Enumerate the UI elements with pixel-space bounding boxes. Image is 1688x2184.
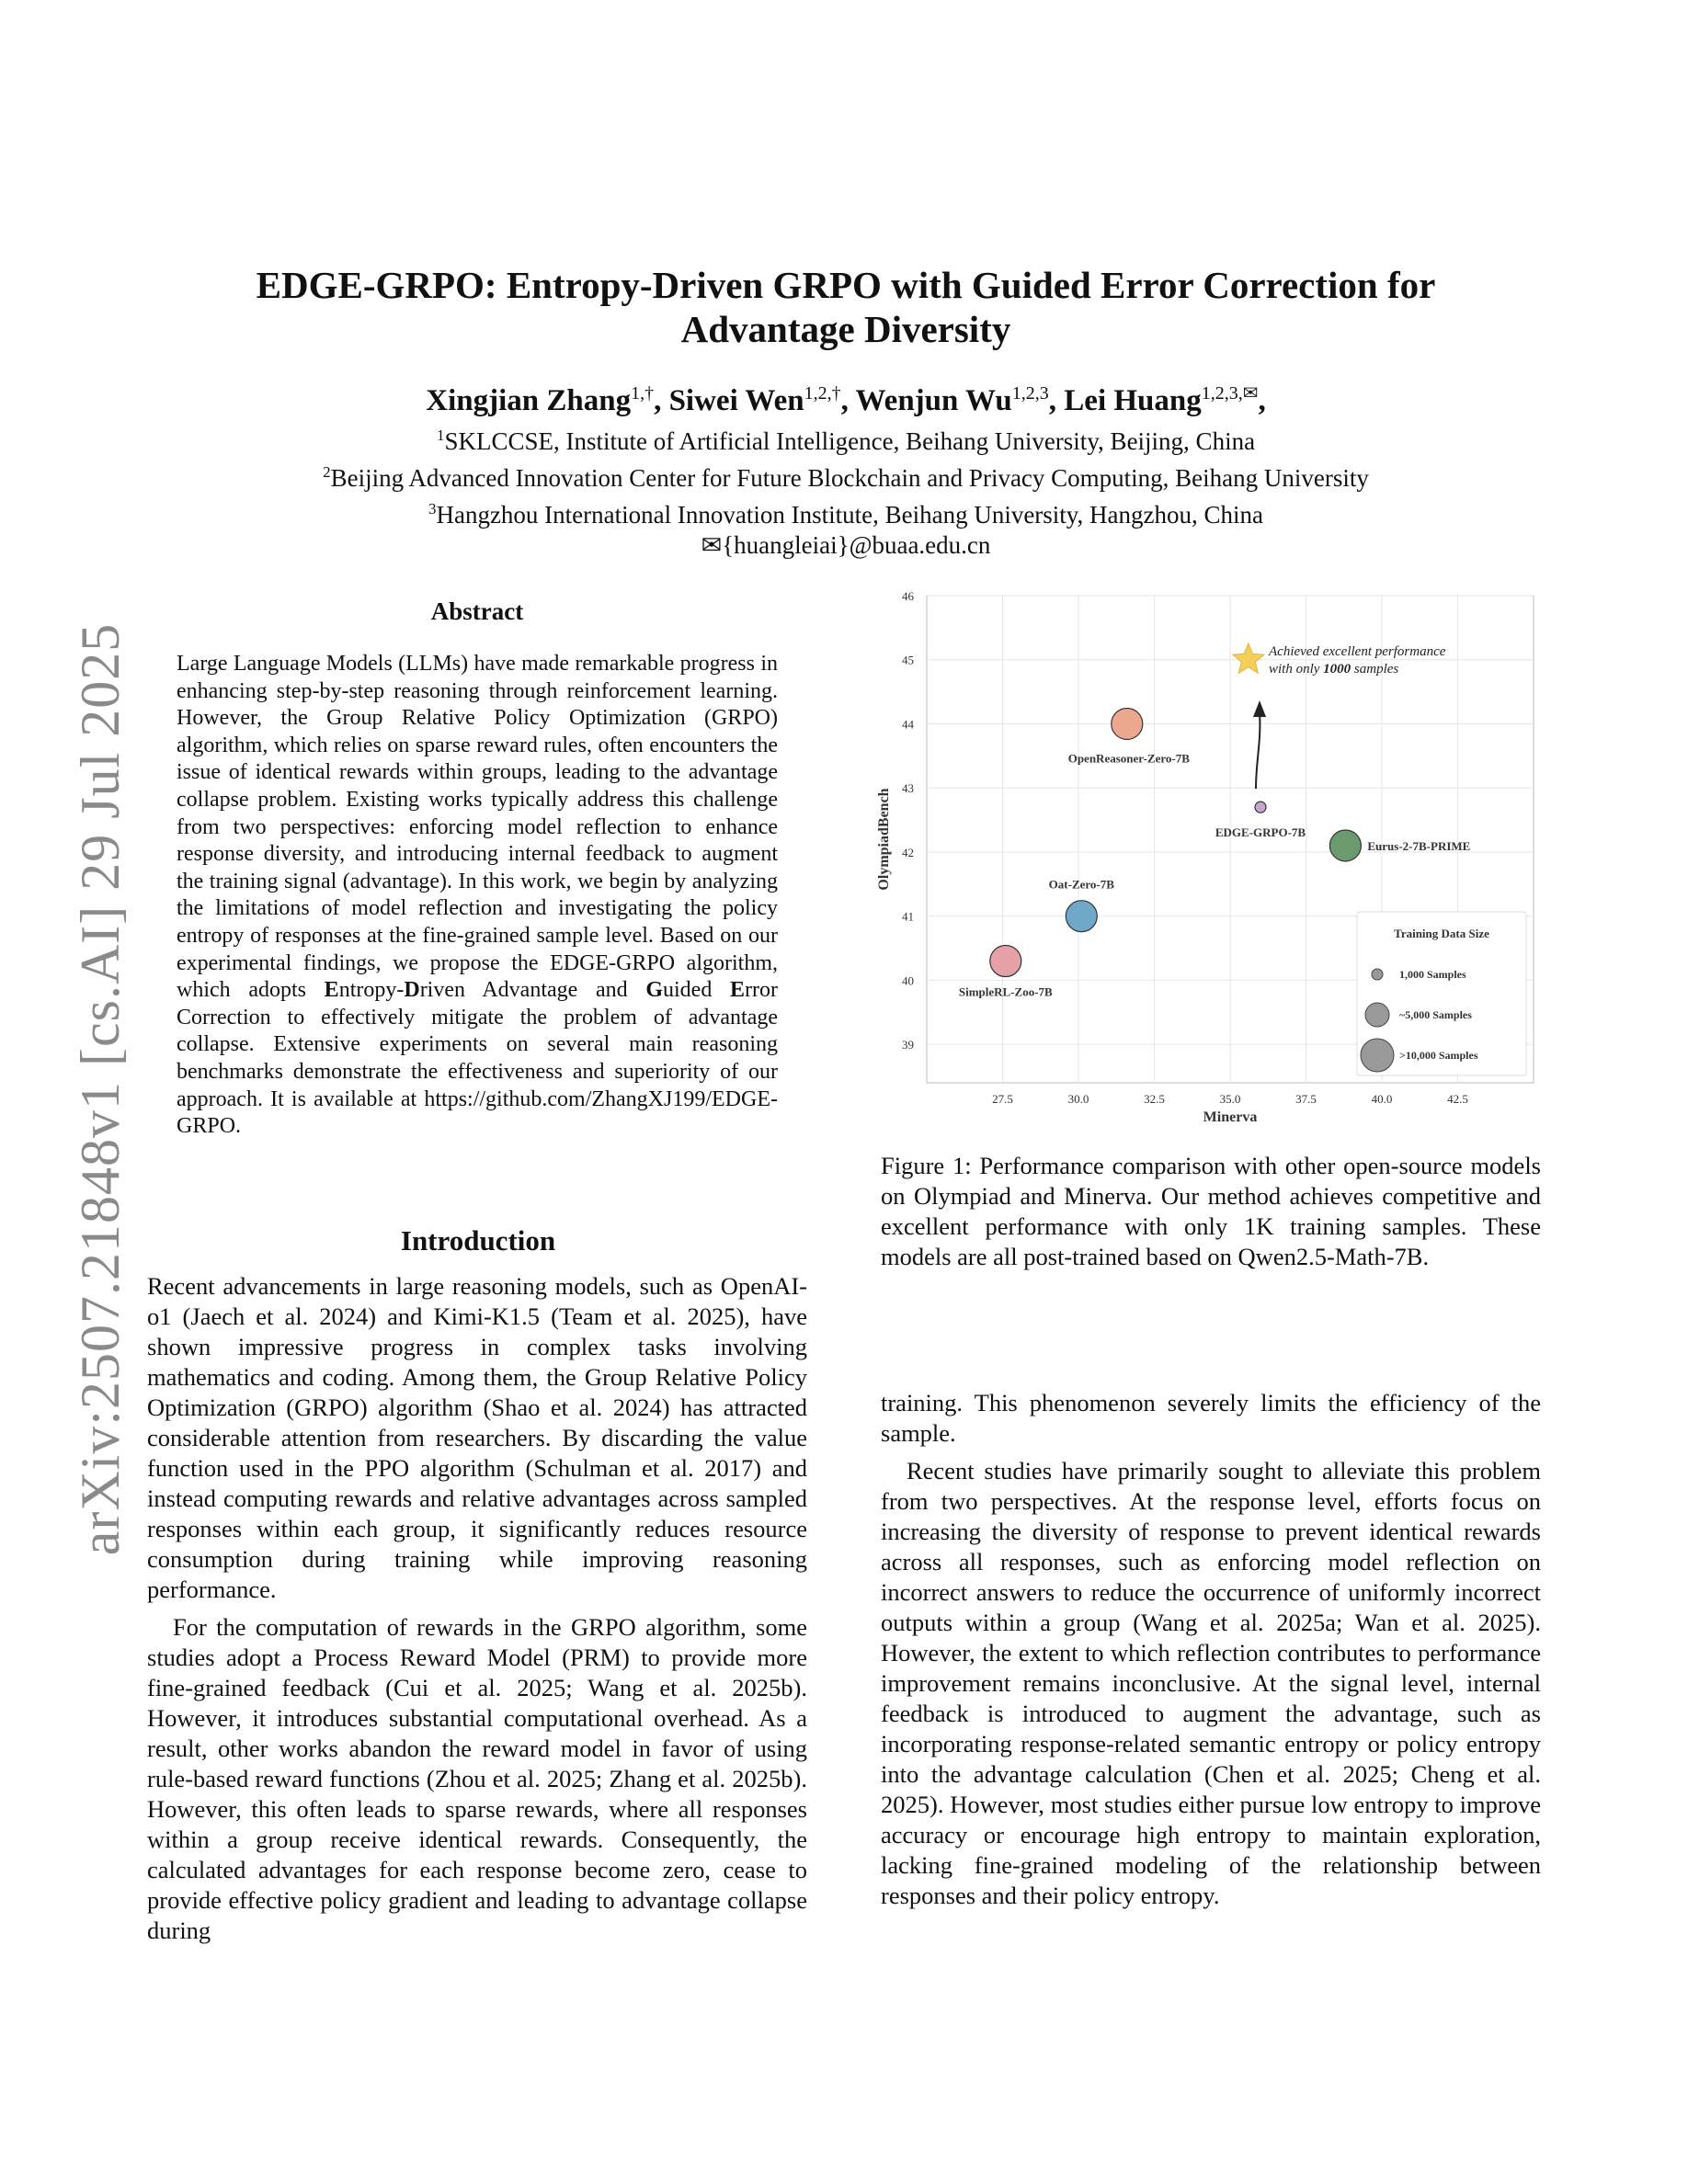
y-axis-label: OlympiadBench [876,788,892,891]
affiliation-mark: 1 [436,427,445,444]
author-name: Xingjian Zhang [426,384,632,417]
author-marks: 1,2,3,✉ [1201,383,1259,404]
data-point [1329,830,1361,861]
scatter-chart-svg [872,586,1543,1142]
y-tick-label: 46 [902,589,914,603]
affiliation-text: Hangzhou International Innovation Institute, Beihang University, Hangzhou, China [436,501,1264,529]
paragraph: Recent advancements in large reasoning models, such as OpenAI-o1 (Jaech et al. 2024) and Kimi-K1.5 (Team et al. 2025), have shown impressive progress in complex tasks involving mathematics and coding. Among them, the Group Relative Policy Optimization (GRPO) algorithm (Shao et al. 2024) has attracted considerable attention from researchers. By discarding the value function used in the PPO algorithm (Schulman et al. 2017) and instead computing rewards and relative advantages across sampled responses within each group, it significantly reduces resource consumption during training while improving reasoning performance. [147,1272,807,1603]
affiliation-mark: 3 [428,500,437,518]
abstract-heading: Abstract [430,597,524,625]
acronym-letter: D [404,978,420,1003]
data-point [1066,901,1097,932]
affiliations [147,420,1545,561]
author-marks: 1,† [631,383,655,404]
abstract-part-a: Large Language Models (LLMs) have made remarkable progress in enhancing step-by-step reasoning through reinforcement learning. However, the Group Relative Policy Optimization (GRPO) algorithm, which relies on sparse reward rules, often encounters the issue of identical rewards within groups, leading to the advantage collapse problem. Existing works typically address this challenge from two perspectives: enforcing model reflection to enhance response diversity, and introducing internal feedback to augment the training signal (advantage). In this work, we begin by analyzing the limitations of model reflection and investigating the policy entropy of responses at the fine-grained sample level. Based on our experimental findings, we propose the EDGE-GRPO algorithm, which adopts [177,652,778,1003]
affiliation-text: Beijing Advanced Innovation Center for Future Blockchain and Privacy Computing, Beihang University [330,464,1369,492]
figure-1-chart [872,586,1543,1142]
y-tick-label: 42 [902,845,914,859]
affiliation-2 [147,457,1545,494]
acronym-letter: E [324,978,339,1003]
x-tick-label: 40.0 [1371,1092,1393,1106]
author-marks: 1,2,† [804,383,841,404]
affiliation-3 [147,494,1545,530]
paragraph-continuation: training. This phenomenon severely limits the efficiency of the sample. [881,1389,1541,1447]
y-tick-label: 39 [902,1038,914,1052]
affiliation-mark: 2 [323,463,331,481]
data-point [1112,708,1143,739]
author-marks: 1,2,3 [1011,383,1049,404]
x-tick-labels [992,1092,1468,1106]
introduction-left-column [147,1271,807,1953]
title-line-2: Advantage Diversity [680,308,1011,350]
acronym-rest: uided [663,978,730,1003]
abstract-text [177,651,778,1141]
caption-text: Figure 1: Performance comparison with other open-source models on Olympiad and Minerva. Our method achieves competitive and excellent performance with only 1K training samples. These models are all post-trained based on Qwen2.5-Math-7B. [881,1152,1541,1270]
arxiv-identifier: arXiv:2507.21848v1 [cs.AI] 29 Jul 2025 [70,622,131,1556]
y-tick-labels [902,589,915,1052]
y-tick-label: 44 [902,717,914,732]
legend-marker-small [1372,969,1383,980]
annotation-suffix: samples [1351,662,1399,677]
acronym-rest: riven Advantage and [419,978,646,1003]
x-tick-label: 42.5 [1447,1092,1468,1106]
data-point-label: Eurus-2-7B-PRIME [1367,838,1471,853]
acronym-rest: ntropy- [338,978,405,1003]
legend-entry: 1,000 Samples [1399,968,1466,981]
legend-marker-medium [1365,1003,1389,1027]
x-tick-label: 35.0 [1219,1092,1241,1106]
legend-marker-large [1361,1039,1394,1072]
figure-caption [881,1151,1541,1280]
y-tick-label: 40 [902,973,914,988]
affiliation-1 [147,420,1545,457]
abstract-part-b: to effectively mitigate the problem of advantage collapse. Extensive experiments on several main reasoning benchmarks demonstrate the effectiveness and superiority of our approach. It is available at https://github.com/ZhangXJ199/EDGE-GRPO. [177,1005,778,1139]
data-point-label: SimpleRL-Zoo-7B [958,984,1053,999]
paragraph: For the computation of rewards in the GRPO algorithm, some studies adopt a Process Reward Model (PRM) to provide more fine-grained feedback (Cui et al. 2025; Wang et al. 2025b). However, it introduces substantial computational overhead. As a result, other works abandon the reward model in favor of using rule-based reward functions (Zhou et al. 2025; Zhang et al. 2025b). However, this often leads to sparse rewards, where all responses within a group receive identical rewards. Consequently, the calculated advantages for each response become zero, cease to provide effective policy gradient and leading to advantage collapse during [147,1613,807,1944]
legend [1357,912,1526,1075]
author-name: Lei Huang [1064,384,1202,417]
legend-title: Training Data Size [1394,927,1489,940]
introduction-heading: Introduction [400,1224,556,1257]
y-tick-label: 41 [902,909,914,924]
legend-entry: >10,000 Samples [1399,1049,1478,1062]
annotation-text-line-1: Achieved excellent performance [1269,644,1446,659]
contact-email[interactable] [147,530,1545,561]
paragraph: Recent studies have primarily sought to alleviate this problem from two perspectives. At the response level, efforts focus on increasing the diversity of response to prevent identical rewards across all responses, such as enforcing model reflection on incorrect answers to reduce the occurrence of uniformly incorrect outputs within a group (Wang et al. 2025a; Wan et al. 2025). However, the extent to which reflection contributes to performance improvement remains inconclusive. At the signal level, internal feedback is introduced to augment the advantage, such as incorporating response-related semantic entropy or policy entropy into the advantage calculation (Chen et al. 2025; Cheng et al. 2025). However, most studies either pursue low entropy to improve accuracy or encourage high entropy to maintain exploration, lacking fine-grained modeling of the relationship between responses and their policy entropy. [881,1457,1541,1909]
paper-title [147,263,1545,351]
data-point-label: Oat-Zero-7B [1048,877,1114,892]
title-line-1: EDGE-GRPO: Entropy-Driven GRPO with Guided Error Correction for [256,264,1436,306]
acronym-rest: rror Correction [177,978,778,1029]
x-tick-label: 27.5 [992,1092,1013,1106]
y-tick-label: 43 [902,781,914,796]
data-point-label: EDGE-GRPO-7B [1215,825,1306,840]
x-tick-label: 37.5 [1295,1092,1317,1106]
data-point [1255,802,1266,813]
introduction-right-column [881,1388,1541,1918]
author-name: Wenjun Wu [855,384,1012,417]
email-text: {huangleiai}@buaa.edu.cn [722,531,991,559]
author-name: Siwei Wen [668,384,804,417]
annotation-prefix: with only [1269,662,1324,677]
x-tick-label: 30.0 [1067,1092,1089,1106]
affiliation-text: SKLCCSE, Institute of Artificial Intelligence, Beihang University, Beijing, China [444,427,1256,455]
x-tick-label: 32.5 [1144,1092,1165,1106]
author-list: Xingjian Zhang$^{1,\dagger}$, Siwei Wen$^{1,2,\dagger}$, Wenjun Wu$^{1,2,3}$, Lei Huang$^{1,2,3,✉}$, [426,383,1266,417]
annotation-bold-count: 1000 [1323,662,1352,677]
data-point [990,946,1021,977]
x-axis-label: Minerva [1203,1109,1258,1125]
y-tick-label: 45 [902,653,914,667]
acronym-letter: E [730,978,746,1003]
annotation-text-line-2 [1269,662,1398,677]
envelope-icon: ✉ [701,531,723,559]
data-point-label: OpenReasoner-Zero-7B [1067,751,1190,766]
acronym-letter: G [645,978,663,1003]
legend-entry: ~5,000 Samples [1399,1008,1472,1021]
